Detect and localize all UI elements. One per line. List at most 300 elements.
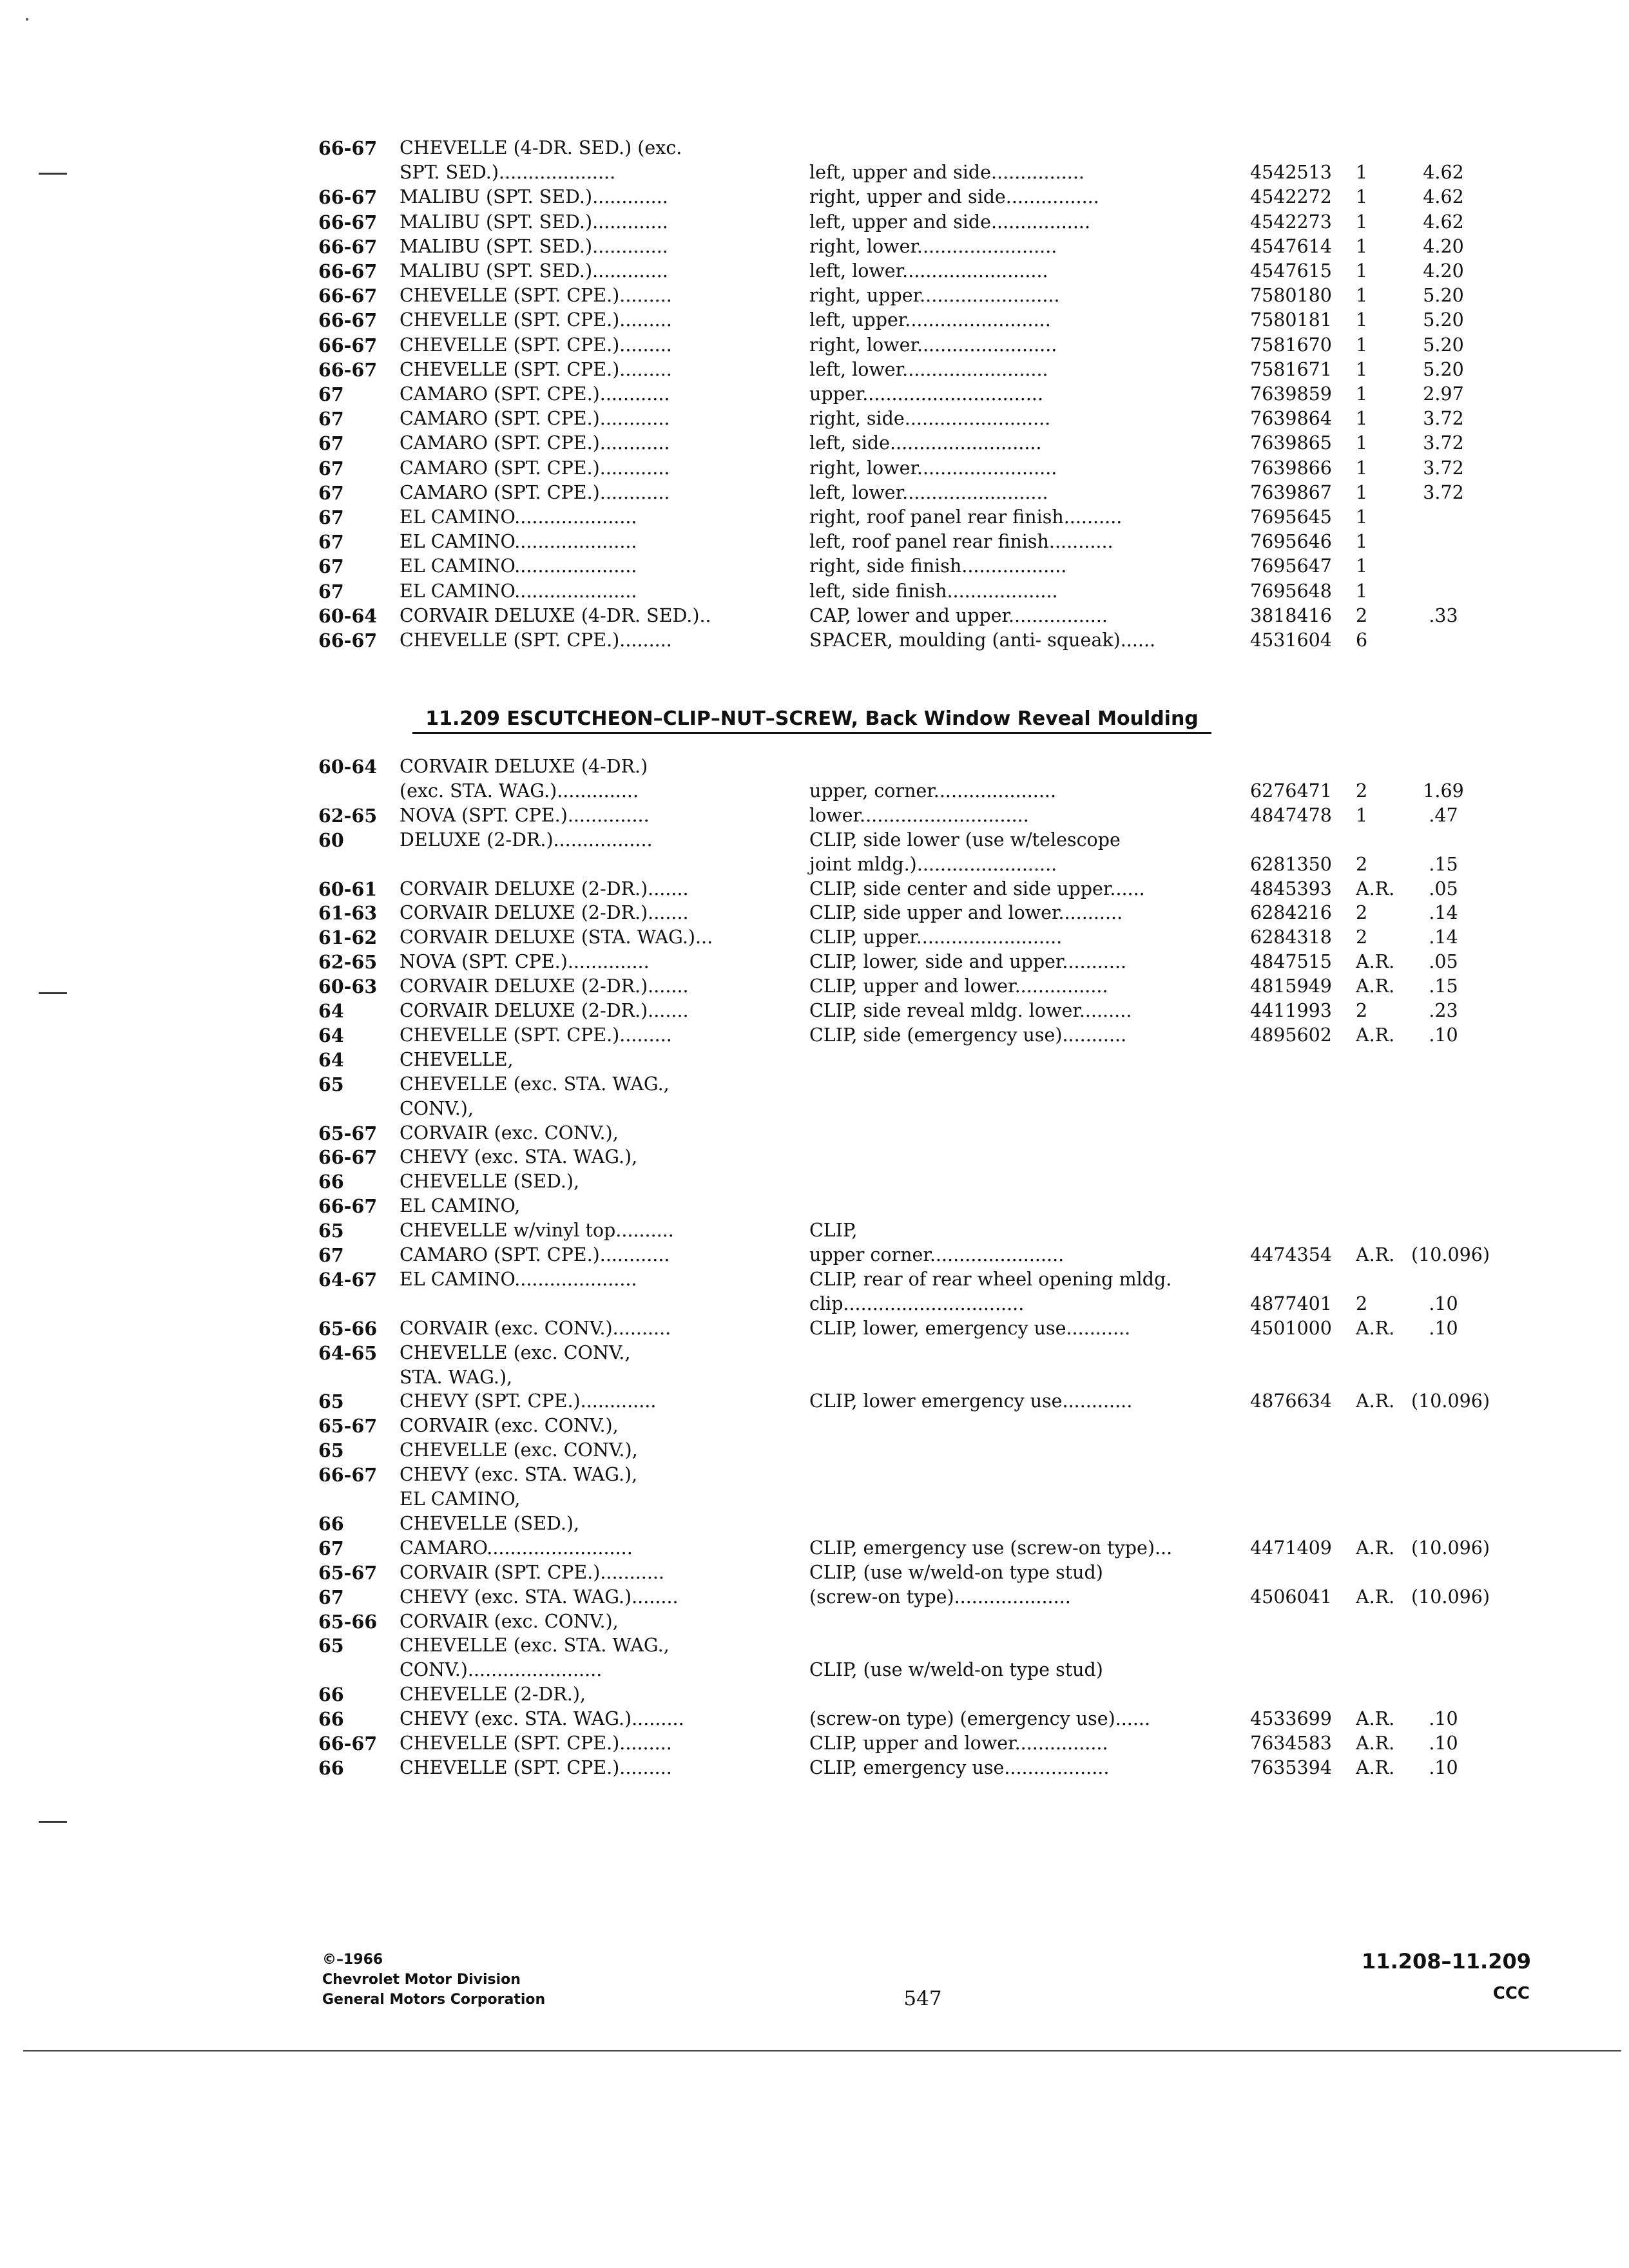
model-name: (exc. STA. WAG.).............. xyxy=(400,780,639,802)
price: 5.20 xyxy=(1423,334,1464,356)
quantity: 2 xyxy=(1356,780,1368,802)
model-year: 60-64 xyxy=(318,604,378,627)
part-number xyxy=(1250,1195,1353,1218)
model-name: CHEVELLE (exc. CONV., xyxy=(400,1341,631,1363)
quantity: A.R. xyxy=(1356,1024,1395,1046)
model-year xyxy=(318,780,396,803)
price: .10 xyxy=(1429,1293,1458,1314)
table-row xyxy=(0,432,1629,455)
part-description: CLIP, upper......................... xyxy=(809,927,1063,948)
model-name: CAMARO......................... xyxy=(400,1537,633,1559)
model-year: 66-67 xyxy=(318,1464,378,1486)
price: 4.62 xyxy=(1423,211,1464,233)
model-year: 60-63 xyxy=(318,975,378,998)
quantity xyxy=(1356,1610,1414,1633)
part-description: CLIP, upper and lower................ xyxy=(809,975,1108,997)
model-name: CHEVELLE (SPT. CPE.)......... xyxy=(400,309,672,331)
price xyxy=(1411,1488,1476,1511)
quantity: 1 xyxy=(1356,383,1368,405)
table-row xyxy=(0,481,1629,505)
quantity xyxy=(1356,1341,1414,1365)
part-description: CLIP, emergency use.................. xyxy=(809,1756,1110,1778)
model-name: CAMARO (SPT. CPE.)............ xyxy=(400,481,670,503)
price xyxy=(1411,1414,1476,1437)
model-year: 66 xyxy=(318,1756,344,1779)
part-description: right, side finish.................. xyxy=(809,555,1067,577)
price: 5.20 xyxy=(1423,309,1464,331)
part-description xyxy=(809,1414,1229,1437)
part-description xyxy=(809,1488,1229,1511)
model-name: CHEVY (exc. STA. WAG.)........ xyxy=(400,1586,679,1608)
model-name: CHEVY (exc. STA. WAG.)......... xyxy=(400,1708,684,1730)
table-row xyxy=(0,1219,1629,1242)
footer-code: CCC xyxy=(1492,1984,1530,2003)
part-number: 7580180 xyxy=(1250,285,1332,307)
part-description xyxy=(809,1073,1229,1096)
footer-division: Chevrolet Motor Division xyxy=(322,1972,521,1988)
price xyxy=(1411,1170,1476,1193)
model-name: MALIBU (SPT. SED.)............. xyxy=(400,211,668,233)
part-description: CLIP, upper and lower................ xyxy=(809,1733,1108,1754)
table-row xyxy=(0,853,1629,876)
price: 4.20 xyxy=(1423,260,1464,282)
model-name: CHEVELLE (SPT. CPE.)......... xyxy=(400,1733,672,1754)
price: .10 xyxy=(1429,1733,1458,1754)
table-row xyxy=(0,1268,1629,1291)
part-description: joint mldg.)........................ xyxy=(809,853,1057,875)
model-year: 62-65 xyxy=(318,804,378,827)
table-row xyxy=(0,999,1629,1023)
model-year: 64 xyxy=(318,1000,344,1022)
model-name: CORVAIR DELUXE (4-DR.) xyxy=(400,756,648,777)
table-row xyxy=(0,1537,1629,1560)
price: 5.20 xyxy=(1423,285,1464,307)
model-name: CHEVELLE (SPT. CPE.)......... xyxy=(400,285,672,307)
part-number: 4542272 xyxy=(1250,186,1332,208)
part-number: 4542513 xyxy=(1250,162,1332,184)
table-row xyxy=(0,1512,1629,1535)
model-name: CAMARO (SPT. CPE.)............ xyxy=(400,383,670,405)
table-row xyxy=(0,1170,1629,1193)
price: (10.096) xyxy=(1411,1537,1490,1559)
part-description: left, upper and side................. xyxy=(809,211,1091,233)
quantity: A.R. xyxy=(1356,1537,1395,1559)
quantity xyxy=(1356,137,1414,160)
part-number: 4471409 xyxy=(1250,1537,1332,1559)
part-number: 4501000 xyxy=(1250,1317,1332,1339)
model-year: 64-65 xyxy=(318,1341,378,1364)
part-number: 7695646 xyxy=(1250,531,1332,553)
quantity xyxy=(1356,1683,1414,1706)
price xyxy=(1411,580,1476,603)
model-name: EL CAMINO..................... xyxy=(400,580,637,602)
model-name: EL CAMINO..................... xyxy=(400,506,637,528)
quantity: 1 xyxy=(1356,408,1368,430)
model-name: CONV.)....................... xyxy=(400,1659,602,1681)
part-description: left, roof panel rear finish........... xyxy=(809,531,1113,553)
price: 1.69 xyxy=(1423,780,1464,802)
table-row xyxy=(0,284,1629,307)
quantity: A.R. xyxy=(1356,878,1395,899)
model-year: 65 xyxy=(318,1439,344,1462)
model-year: 67 xyxy=(318,481,344,504)
quantity xyxy=(1356,1219,1414,1242)
price: .33 xyxy=(1429,604,1458,626)
model-year: 64 xyxy=(318,1024,344,1046)
margin-mark xyxy=(39,992,67,994)
part-description: CLIP, side upper and lower........... xyxy=(809,902,1123,924)
price: .05 xyxy=(1429,878,1458,899)
model-year: 64-67 xyxy=(318,1268,378,1291)
model-name: CONV.), xyxy=(400,1097,474,1119)
part-description: right, lower........................ xyxy=(809,457,1057,479)
table-row xyxy=(0,1366,1629,1389)
model-name xyxy=(400,853,772,876)
part-number: 7639864 xyxy=(1250,408,1332,430)
price xyxy=(1411,1634,1476,1657)
part-number: 7639867 xyxy=(1250,481,1332,503)
model-year xyxy=(318,1293,396,1316)
table-row xyxy=(0,1122,1629,1145)
part-description xyxy=(809,1512,1229,1535)
quantity xyxy=(1356,1195,1414,1218)
quantity: A.R. xyxy=(1356,1733,1395,1754)
model-name: STA. WAG.), xyxy=(400,1366,513,1388)
model-year: 67 xyxy=(318,506,344,528)
model-year xyxy=(318,1488,396,1511)
part-description: upper corner....................... xyxy=(809,1244,1065,1265)
table-row xyxy=(0,1024,1629,1047)
part-number: 7695645 xyxy=(1250,506,1332,528)
price xyxy=(1411,530,1476,553)
part-description: right, lower........................ xyxy=(809,235,1057,257)
quantity: A.R. xyxy=(1356,1586,1395,1608)
part-number: 7581670 xyxy=(1250,334,1332,356)
part-description: left, upper......................... xyxy=(809,309,1051,331)
table-row xyxy=(0,309,1629,332)
part-number xyxy=(1250,1097,1353,1120)
model-name: CORVAIR (exc. CONV.), xyxy=(400,1415,619,1437)
table-row xyxy=(0,1195,1629,1218)
table-row xyxy=(0,1634,1629,1657)
part-description: right, roof panel rear finish.......... xyxy=(809,506,1123,528)
table-row xyxy=(0,506,1629,529)
price: 3.72 xyxy=(1423,408,1464,430)
part-number: 4531604 xyxy=(1250,629,1332,651)
price xyxy=(1411,1366,1476,1389)
table-row xyxy=(0,1244,1629,1267)
table-row xyxy=(0,1488,1629,1511)
part-description xyxy=(809,1146,1229,1169)
model-name: CAMARO (SPT. CPE.)............ xyxy=(400,457,670,479)
footer-corporation: General Motors Corporation xyxy=(322,1992,546,2008)
part-number xyxy=(1250,1488,1353,1511)
model-name: CHEVELLE (2-DR.), xyxy=(400,1684,586,1706)
model-year: 67 xyxy=(318,383,344,405)
margin-mark xyxy=(39,1821,67,1823)
part-description xyxy=(809,1463,1229,1486)
model-year: 66-67 xyxy=(318,629,378,651)
model-year: 66-67 xyxy=(318,1733,378,1754)
part-number xyxy=(1250,1366,1353,1389)
model-year: 66-67 xyxy=(318,309,378,332)
model-year: 61-62 xyxy=(318,927,378,949)
part-description: CLIP, lower emergency use............ xyxy=(809,1390,1133,1412)
part-number xyxy=(1250,1634,1353,1657)
model-name: EL CAMINO, xyxy=(400,1195,521,1217)
quantity: 1 xyxy=(1356,162,1368,184)
price xyxy=(1411,137,1476,160)
table-row xyxy=(0,804,1629,827)
model-name: CHEVELLE (SPT. CPE.)......... xyxy=(400,1024,672,1046)
quantity xyxy=(1356,1414,1414,1437)
part-description: CLIP, lower, side and upper........... xyxy=(809,951,1127,973)
model-name: CHEVELLE (SED.), xyxy=(400,1512,580,1534)
model-name: CHEVELLE (exc. CONV.), xyxy=(400,1439,638,1461)
part-number xyxy=(1250,1658,1353,1682)
table-row xyxy=(0,1586,1629,1609)
part-description xyxy=(809,1195,1229,1218)
part-number: 4533699 xyxy=(1250,1708,1332,1730)
part-number: 7634583 xyxy=(1250,1733,1332,1754)
model-year xyxy=(318,161,396,184)
model-year: 60-61 xyxy=(318,878,378,900)
model-year: 67 xyxy=(318,1586,344,1608)
model-name: CHEVELLE (SED.), xyxy=(400,1171,580,1193)
price xyxy=(1411,829,1476,852)
model-year: 67 xyxy=(318,555,344,578)
model-name: CHEVELLE (SPT. CPE.)......... xyxy=(400,358,672,380)
part-number xyxy=(1250,829,1353,852)
price xyxy=(1411,1439,1476,1462)
part-description xyxy=(809,1341,1229,1365)
part-description: right, upper and side................ xyxy=(809,186,1099,208)
quantity: 1 xyxy=(1356,432,1368,454)
part-description: left, side finish................... xyxy=(809,580,1058,602)
price: 2.97 xyxy=(1423,383,1464,405)
quantity: A.R. xyxy=(1356,1708,1395,1730)
model-name: CHEVELLE (exc. STA. WAG., xyxy=(400,1635,670,1657)
model-year: 65 xyxy=(318,1073,344,1095)
model-name: CORVAIR DELUXE (2-DR.)....... xyxy=(400,902,689,924)
part-description: CLIP, side (emergency use)........... xyxy=(809,1024,1127,1046)
part-number: 6284216 xyxy=(1250,902,1332,924)
price xyxy=(1411,1610,1476,1633)
model-year: 65-67 xyxy=(318,1122,378,1144)
quantity: 1 xyxy=(1356,211,1368,233)
table-row xyxy=(0,926,1629,949)
price xyxy=(1411,1219,1476,1242)
part-number: 4847515 xyxy=(1250,951,1332,973)
part-number xyxy=(1250,1073,1353,1096)
model-name: SPT. SED.).................... xyxy=(400,162,616,184)
price: (10.096) xyxy=(1411,1390,1490,1412)
part-number xyxy=(1250,1122,1353,1145)
table-row xyxy=(0,975,1629,998)
model-name: CAMARO (SPT. CPE.)............ xyxy=(400,408,670,430)
price: .23 xyxy=(1429,1000,1458,1021)
part-number: 6276471 xyxy=(1250,780,1332,802)
table-row xyxy=(0,186,1629,209)
quantity: A.R. xyxy=(1356,1390,1395,1412)
part-number xyxy=(1250,1512,1353,1535)
part-description: right, upper........................ xyxy=(809,285,1060,307)
quantity xyxy=(1356,1146,1414,1169)
table-row xyxy=(0,1463,1629,1486)
model-year: 66-67 xyxy=(318,137,378,159)
model-year: 67 xyxy=(318,1244,344,1266)
part-number: 4474354 xyxy=(1250,1244,1332,1265)
model-year: 67 xyxy=(318,1537,344,1559)
price xyxy=(1411,1512,1476,1535)
part-number: 7635394 xyxy=(1250,1756,1332,1778)
part-description: CLIP, side reveal mldg. lower......... xyxy=(809,1000,1132,1021)
model-year: 66-67 xyxy=(318,186,378,209)
table-row xyxy=(0,629,1629,652)
model-name: EL CAMINO..................... xyxy=(400,555,637,577)
quantity: 1 xyxy=(1356,804,1368,826)
model-name: CHEVY (exc. STA. WAG.), xyxy=(400,1464,638,1486)
quantity: 1 xyxy=(1356,186,1368,208)
table-row xyxy=(0,1683,1629,1706)
price xyxy=(1411,629,1476,652)
table-row xyxy=(0,1756,1629,1780)
table-row xyxy=(0,1146,1629,1169)
price: .10 xyxy=(1429,1708,1458,1730)
model-year: 65-66 xyxy=(318,1610,378,1633)
price xyxy=(1411,1658,1476,1682)
part-description: right, side......................... xyxy=(809,408,1051,430)
table-row xyxy=(0,1048,1629,1072)
section-title: 11.209 ESCUTCHEON–CLIP–NUT–SCREW, Back Window Reveal Moulding xyxy=(412,706,1211,734)
quantity: A.R. xyxy=(1356,1756,1395,1778)
model-name: CHEVELLE (SPT. CPE.)......... xyxy=(400,1756,672,1778)
model-year xyxy=(318,853,396,876)
part-description: clip............................... xyxy=(809,1293,1025,1314)
price xyxy=(1411,1097,1476,1120)
part-number: 7695647 xyxy=(1250,555,1332,577)
table-row xyxy=(0,1073,1629,1096)
table-row xyxy=(0,755,1629,778)
part-number: 6281350 xyxy=(1250,853,1332,875)
part-description: left, side.......................... xyxy=(809,432,1042,454)
quantity: 1 xyxy=(1356,481,1368,503)
quantity: 1 xyxy=(1356,309,1368,331)
model-name: CORVAIR DELUXE (4-DR. SED.).. xyxy=(400,604,711,626)
quantity xyxy=(1356,755,1414,778)
quantity xyxy=(1356,1268,1414,1291)
part-description xyxy=(809,1634,1229,1657)
part-description xyxy=(809,1683,1229,1706)
table-row xyxy=(0,580,1629,603)
part-number: 7581671 xyxy=(1250,358,1332,380)
table-row xyxy=(0,1414,1629,1437)
part-number: 7580181 xyxy=(1250,309,1332,331)
quantity xyxy=(1356,1439,1414,1462)
model-name xyxy=(400,1293,772,1316)
model-year: 64 xyxy=(318,1048,344,1071)
part-description xyxy=(809,755,1229,778)
model-name: CORVAIR DELUXE (STA. WAG.)... xyxy=(400,927,713,948)
part-description: (screw-on type).................... xyxy=(809,1586,1071,1608)
price xyxy=(1411,1463,1476,1486)
model-year: 66-67 xyxy=(318,260,378,282)
part-number: 4547614 xyxy=(1250,235,1332,257)
part-description xyxy=(809,137,1229,160)
model-year: 66 xyxy=(318,1171,344,1193)
model-name: EL CAMINO, xyxy=(400,1488,521,1510)
part-number xyxy=(1250,755,1353,778)
quantity: A.R. xyxy=(1356,1317,1395,1339)
part-description: left, lower......................... xyxy=(809,358,1048,380)
model-name: CORVAIR DELUXE (2-DR.)....... xyxy=(400,975,689,997)
table-row xyxy=(0,1293,1629,1316)
table-row xyxy=(0,457,1629,480)
price: .15 xyxy=(1429,853,1458,875)
quantity xyxy=(1356,1048,1414,1072)
part-number: 4411993 xyxy=(1250,1000,1332,1021)
part-number: 6284318 xyxy=(1250,927,1332,948)
price: 5.20 xyxy=(1423,358,1464,380)
part-description: (screw-on type) (emergency use)...... xyxy=(809,1708,1151,1730)
part-description: CLIP, (use w/weld-on type stud) xyxy=(809,1659,1103,1681)
price: 4.20 xyxy=(1423,235,1464,257)
model-year: 67 xyxy=(318,580,344,602)
quantity: 2 xyxy=(1356,1000,1368,1021)
part-number xyxy=(1250,1268,1353,1291)
part-number: 4895602 xyxy=(1250,1024,1332,1046)
model-name: CHEVELLE (SPT. CPE.)......... xyxy=(400,629,672,651)
quantity: 1 xyxy=(1356,260,1368,282)
model-year: 65-67 xyxy=(318,1415,378,1437)
table-row xyxy=(0,383,1629,406)
table-row xyxy=(0,780,1629,803)
price xyxy=(1411,1561,1476,1584)
model-year: 65 xyxy=(318,1635,344,1657)
model-name: CAMARO (SPT. CPE.)............ xyxy=(400,432,670,454)
model-name: CAMARO (SPT. CPE.)............ xyxy=(400,1244,670,1265)
quantity xyxy=(1356,1097,1414,1120)
table-row xyxy=(0,235,1629,258)
model-year: 65-67 xyxy=(318,1561,378,1584)
part-description: CLIP, side lower (use w/telescope xyxy=(809,829,1121,850)
model-name: EL CAMINO..................... xyxy=(400,1268,637,1290)
table-row xyxy=(0,950,1629,974)
part-description: CLIP, side center and side upper...... xyxy=(809,878,1145,899)
part-number: 4847478 xyxy=(1250,804,1332,826)
model-name: CHEVELLE (4-DR. SED.) (exc. xyxy=(400,137,682,159)
part-description: CLIP, lower, emergency use........... xyxy=(809,1317,1131,1339)
model-name: CORVAIR DELUXE (2-DR.)....... xyxy=(400,1000,689,1021)
table-row xyxy=(0,334,1629,357)
quantity: A.R. xyxy=(1356,975,1395,997)
model-year: 66-67 xyxy=(318,235,378,258)
quantity: 1 xyxy=(1356,506,1368,528)
quantity xyxy=(1356,1073,1414,1096)
part-number xyxy=(1250,1146,1353,1169)
price xyxy=(1411,506,1476,529)
table-row xyxy=(0,1561,1629,1584)
quantity: 2 xyxy=(1356,604,1368,626)
part-number xyxy=(1250,1463,1353,1486)
model-year: 67 xyxy=(318,531,344,553)
quantity: 1 xyxy=(1356,358,1368,380)
table-row xyxy=(0,1658,1629,1682)
model-name: CHEVY (SPT. CPE.)............. xyxy=(400,1390,657,1412)
model-year: 66-67 xyxy=(318,358,378,381)
model-year: 60 xyxy=(318,829,344,851)
model-year: 66-67 xyxy=(318,211,378,233)
